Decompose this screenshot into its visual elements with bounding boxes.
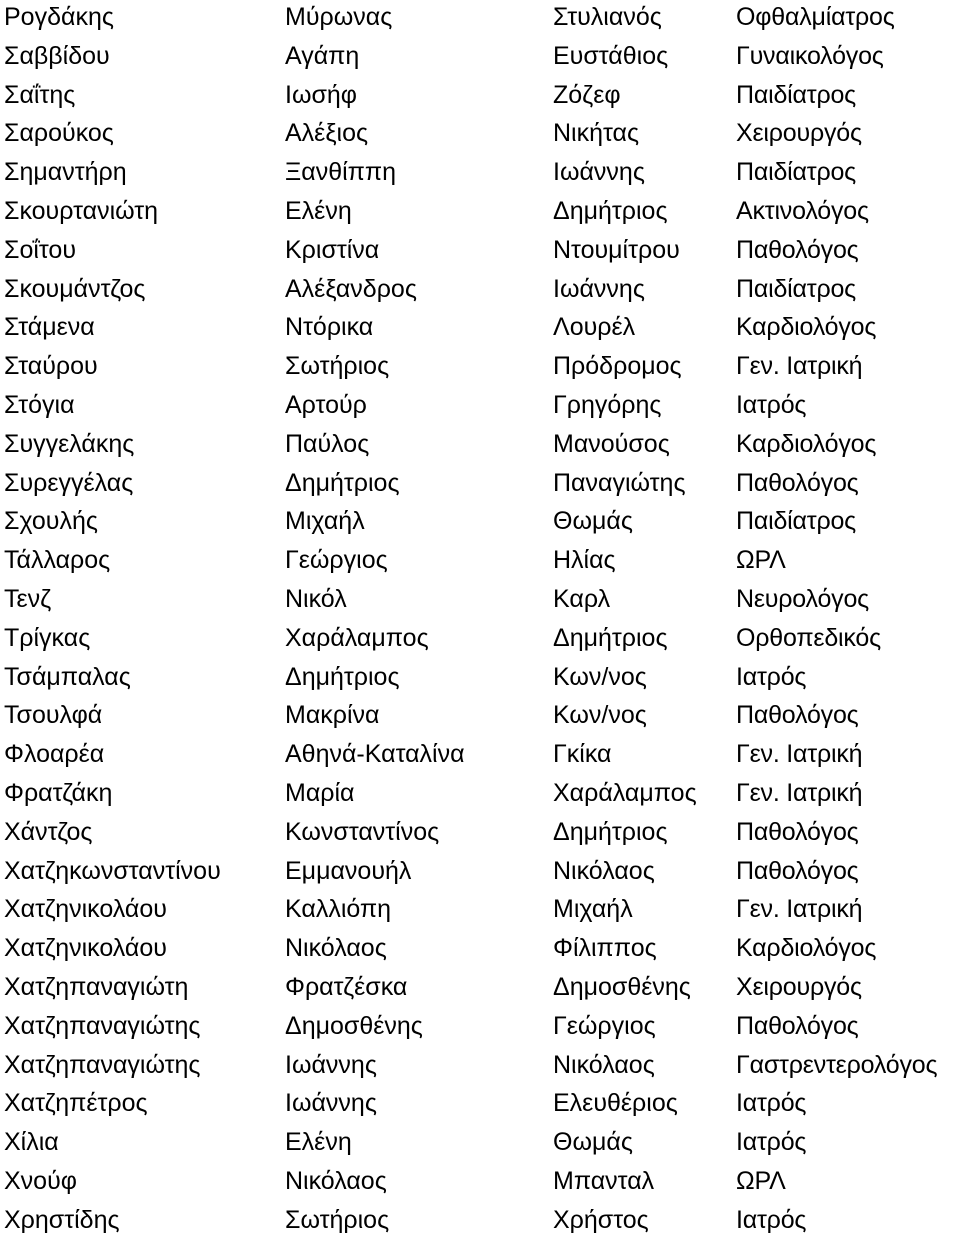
first-name-cell: Κωνσταντίνος	[285, 817, 440, 846]
father-name-cell: Ευστάθιος	[553, 41, 669, 70]
specialty-cell: Γεν. Ιατρική	[736, 352, 863, 381]
specialty-cell: ΩΡΛ	[736, 1166, 786, 1195]
surname-cell: Χατζηπαναγιώτης	[4, 1011, 201, 1040]
surname-cell: Σαΐτης	[4, 80, 76, 109]
father-name-cell: Θωμάς	[553, 507, 633, 536]
surname-cell: Σκουρτανιώτη	[4, 196, 159, 225]
father-name-cell: Φίλιππος	[553, 934, 657, 963]
specialty-cell: Καρδιολόγος	[736, 429, 877, 458]
first-name-cell: Νικόλ	[285, 584, 347, 613]
father-name-cell: Νικήτας	[553, 119, 640, 148]
specialty-cell: Παιδίατρος	[736, 158, 857, 187]
table-row	[0, 892, 960, 931]
table-row	[0, 815, 960, 854]
first-name-cell: Σωτήριος	[285, 1205, 390, 1234]
first-name-cell: Χαράλαμπος	[285, 623, 429, 652]
table-row	[0, 39, 960, 78]
surname-cell: Στάμενα	[4, 313, 95, 342]
father-name-cell: Ιωάννης	[553, 274, 645, 303]
specialty-cell: Γυναικολόγος	[736, 41, 884, 70]
table-row	[0, 737, 960, 776]
first-name-cell: Δημήτριος	[285, 662, 400, 691]
father-name-cell: Δημήτριος	[553, 196, 668, 225]
specialty-cell: Οφθαλμίατρος	[736, 3, 895, 31]
father-name-cell: Γκίκα	[553, 740, 612, 769]
specialty-cell: Παθολόγος	[736, 235, 859, 264]
table-row	[0, 1164, 960, 1203]
father-name-cell: Νικόλαος	[553, 1050, 655, 1079]
first-name-cell: Ιωσήφ	[285, 80, 358, 109]
specialty-cell: Ορθοπεδικός	[736, 623, 881, 652]
first-name-cell: Μακρίνα	[285, 701, 380, 730]
specialty-cell: Γεν. Ιατρική	[736, 895, 863, 924]
surname-cell: Φρατζάκη	[4, 778, 113, 807]
surname-cell: Σχουλής	[4, 507, 98, 536]
specialty-cell: Νευρολόγος	[736, 584, 869, 613]
father-name-cell: Χαράλαμπος	[553, 778, 697, 807]
surname-cell: Χατζηπαναγιώτη	[4, 972, 189, 1001]
specialty-cell: Παιδίατρος	[736, 80, 857, 109]
first-name-cell: Παύλος	[285, 429, 370, 458]
father-name-cell: Μανούσος	[553, 429, 670, 458]
specialty-cell: Παιδίατρος	[736, 507, 857, 536]
specialty-cell: Χειρουργός	[736, 119, 862, 148]
specialty-cell: Γαστρεντερολόγος	[736, 1050, 938, 1079]
first-name-cell: Αλέξανδρος	[285, 274, 417, 303]
first-name-cell: Αλέξιος	[285, 119, 369, 148]
table-row	[0, 660, 960, 699]
table-row	[0, 504, 960, 543]
surname-cell: Χνούφ	[4, 1166, 77, 1195]
specialty-cell: Ακτινολόγος	[736, 196, 869, 225]
specialty-cell: Παθολόγος	[736, 701, 859, 730]
father-name-cell: Γρηγόρης	[553, 390, 662, 419]
specialty-cell: Καρδιολόγος	[736, 934, 877, 963]
father-name-cell: Γεώργιος	[553, 1011, 656, 1040]
first-name-cell: Αρτούρ	[285, 390, 367, 419]
father-name-cell: Πρόδρομος	[553, 352, 682, 381]
table-row	[0, 621, 960, 660]
table-row	[0, 854, 960, 893]
father-name-cell: Καρλ	[553, 584, 611, 613]
surname-cell: Φλοαρέα	[4, 740, 105, 769]
specialty-cell: Παθολόγος	[736, 817, 859, 846]
table-row	[0, 78, 960, 117]
specialty-cell: Χειρουργός	[736, 972, 862, 1001]
first-name-cell: Μαρία	[285, 778, 355, 807]
first-name-cell: Αθηνά-Καταλίνα	[285, 740, 465, 769]
surname-cell: Σαρούκος	[4, 119, 114, 148]
surname-cell: Χατζηπέτρος	[4, 1089, 148, 1118]
table-row	[0, 1009, 960, 1048]
father-name-cell: Ζόζεφ	[553, 80, 621, 109]
first-name-cell: Εμμανουήλ	[285, 856, 412, 885]
specialty-cell: Παθολόγος	[736, 1011, 859, 1040]
specialty-cell: Ιατρός	[736, 1205, 807, 1234]
surname-cell: Τσουλφά	[4, 701, 103, 730]
surname-cell: Σκουμάντζος	[4, 274, 146, 303]
surname-cell: Σοΐτου	[4, 235, 77, 264]
surname-cell: Τρίγκας	[4, 623, 91, 652]
table-row	[0, 116, 960, 155]
specialty-cell: Ιατρός	[736, 1128, 807, 1157]
first-name-cell: Ντόρικα	[285, 313, 374, 342]
specialty-cell: Παιδίατρος	[736, 274, 857, 303]
table-row	[0, 1125, 960, 1164]
specialty-cell: Ιατρός	[736, 390, 807, 419]
first-name-cell: Μύρωνας	[285, 3, 393, 31]
first-name-cell: Ελένη	[285, 196, 352, 225]
surname-cell: Χατζηνικολάου	[4, 895, 167, 924]
table-row	[0, 543, 960, 582]
specialty-cell: Ιατρός	[736, 1089, 807, 1118]
first-name-cell: Ιωάννης	[285, 1050, 377, 1079]
father-name-cell: Παναγιώτης	[553, 468, 686, 497]
first-name-cell: Δημήτριος	[285, 468, 400, 497]
table-row	[0, 776, 960, 815]
table-row	[0, 272, 960, 311]
father-name-cell: Δημήτριος	[553, 623, 668, 652]
table-row	[0, 155, 960, 194]
table-row	[0, 1086, 960, 1125]
father-name-cell: Στυλιανός	[553, 3, 662, 31]
father-name-cell: Λουρέλ	[553, 313, 636, 342]
first-name-cell: Καλλιόπη	[285, 895, 392, 924]
table-row	[0, 1203, 960, 1242]
table-row	[0, 970, 960, 1009]
surname-cell: Σαββίδου	[4, 41, 110, 70]
father-name-cell: Ντουμίτρου	[553, 235, 680, 264]
surname-cell: Συγγελάκης	[4, 429, 135, 458]
father-name-cell: Ηλίας	[553, 546, 616, 575]
surname-cell: Τσάμπαλας	[4, 662, 131, 691]
first-name-cell: Δημοσθένης	[285, 1011, 423, 1040]
father-name-cell: Μπανταλ	[553, 1166, 655, 1195]
table-row	[0, 310, 960, 349]
surname-cell: Σταύρου	[4, 352, 98, 381]
first-name-cell: Κριστίνα	[285, 235, 380, 264]
table-row	[0, 349, 960, 388]
father-name-cell: Κων/νος	[553, 701, 647, 730]
table-row	[0, 233, 960, 272]
first-name-cell: Μιχαήλ	[285, 507, 365, 536]
table-row	[0, 698, 960, 737]
table-row	[0, 931, 960, 970]
father-name-cell: Μιχαήλ	[553, 895, 633, 924]
surname-cell: Συρεγγέλας	[4, 468, 134, 497]
specialty-cell: Παθολόγος	[736, 468, 859, 497]
surname-cell: Στόγια	[4, 390, 75, 419]
first-name-cell: Φρατζέσκα	[285, 972, 408, 1001]
father-name-cell: Κων/νος	[553, 662, 647, 691]
surname-cell: Χάντζος	[4, 817, 93, 846]
table-row	[0, 194, 960, 233]
first-name-cell: Αγάπη	[285, 41, 360, 70]
surname-cell: Χατζηκωνσταντίνου	[4, 856, 221, 885]
first-name-cell: Νικόλαος	[285, 1166, 387, 1195]
father-name-cell: Ιωάννης	[553, 158, 645, 187]
father-name-cell: Νικόλαος	[553, 856, 655, 885]
surname-cell: Χρηστίδης	[4, 1205, 120, 1234]
surname-cell: Χατζηνικολάου	[4, 934, 167, 963]
father-name-cell: Δημοσθένης	[553, 972, 691, 1001]
father-name-cell: Δημήτριος	[553, 817, 668, 846]
surname-cell: Τάλλαρος	[4, 546, 111, 575]
father-name-cell: Θωμάς	[553, 1128, 633, 1157]
specialty-cell: Παθολόγος	[736, 856, 859, 885]
first-name-cell: Ελένη	[285, 1128, 352, 1157]
surname-cell: Χατζηπαναγιώτης	[4, 1050, 201, 1079]
surname-cell: Χίλια	[4, 1128, 59, 1157]
table-row	[0, 1048, 960, 1087]
specialty-cell: Καρδιολόγος	[736, 313, 877, 342]
specialty-cell: Ιατρός	[736, 662, 807, 691]
table-row	[0, 582, 960, 621]
father-name-cell: Χρήστος	[553, 1205, 649, 1234]
surname-cell: Σημαντήρη	[4, 158, 127, 187]
first-name-cell: Σωτήριος	[285, 352, 390, 381]
table-row	[0, 427, 960, 466]
first-name-cell: Ιωάννης	[285, 1089, 377, 1118]
table-row	[0, 466, 960, 505]
first-name-cell: Ξανθίππη	[285, 158, 397, 187]
first-name-cell: Νικόλαος	[285, 934, 387, 963]
table-row	[0, 388, 960, 427]
surname-cell: Ρογδάκης	[4, 3, 114, 31]
specialty-cell: ΩΡΛ	[736, 546, 786, 575]
table-row	[0, 0, 960, 39]
father-name-cell: Ελευθέριος	[553, 1089, 678, 1118]
specialty-cell: Γεν. Ιατρική	[736, 778, 863, 807]
specialty-cell: Γεν. Ιατρική	[736, 740, 863, 769]
surname-cell: Τενζ	[4, 584, 52, 613]
first-name-cell: Γεώργιος	[285, 546, 388, 575]
